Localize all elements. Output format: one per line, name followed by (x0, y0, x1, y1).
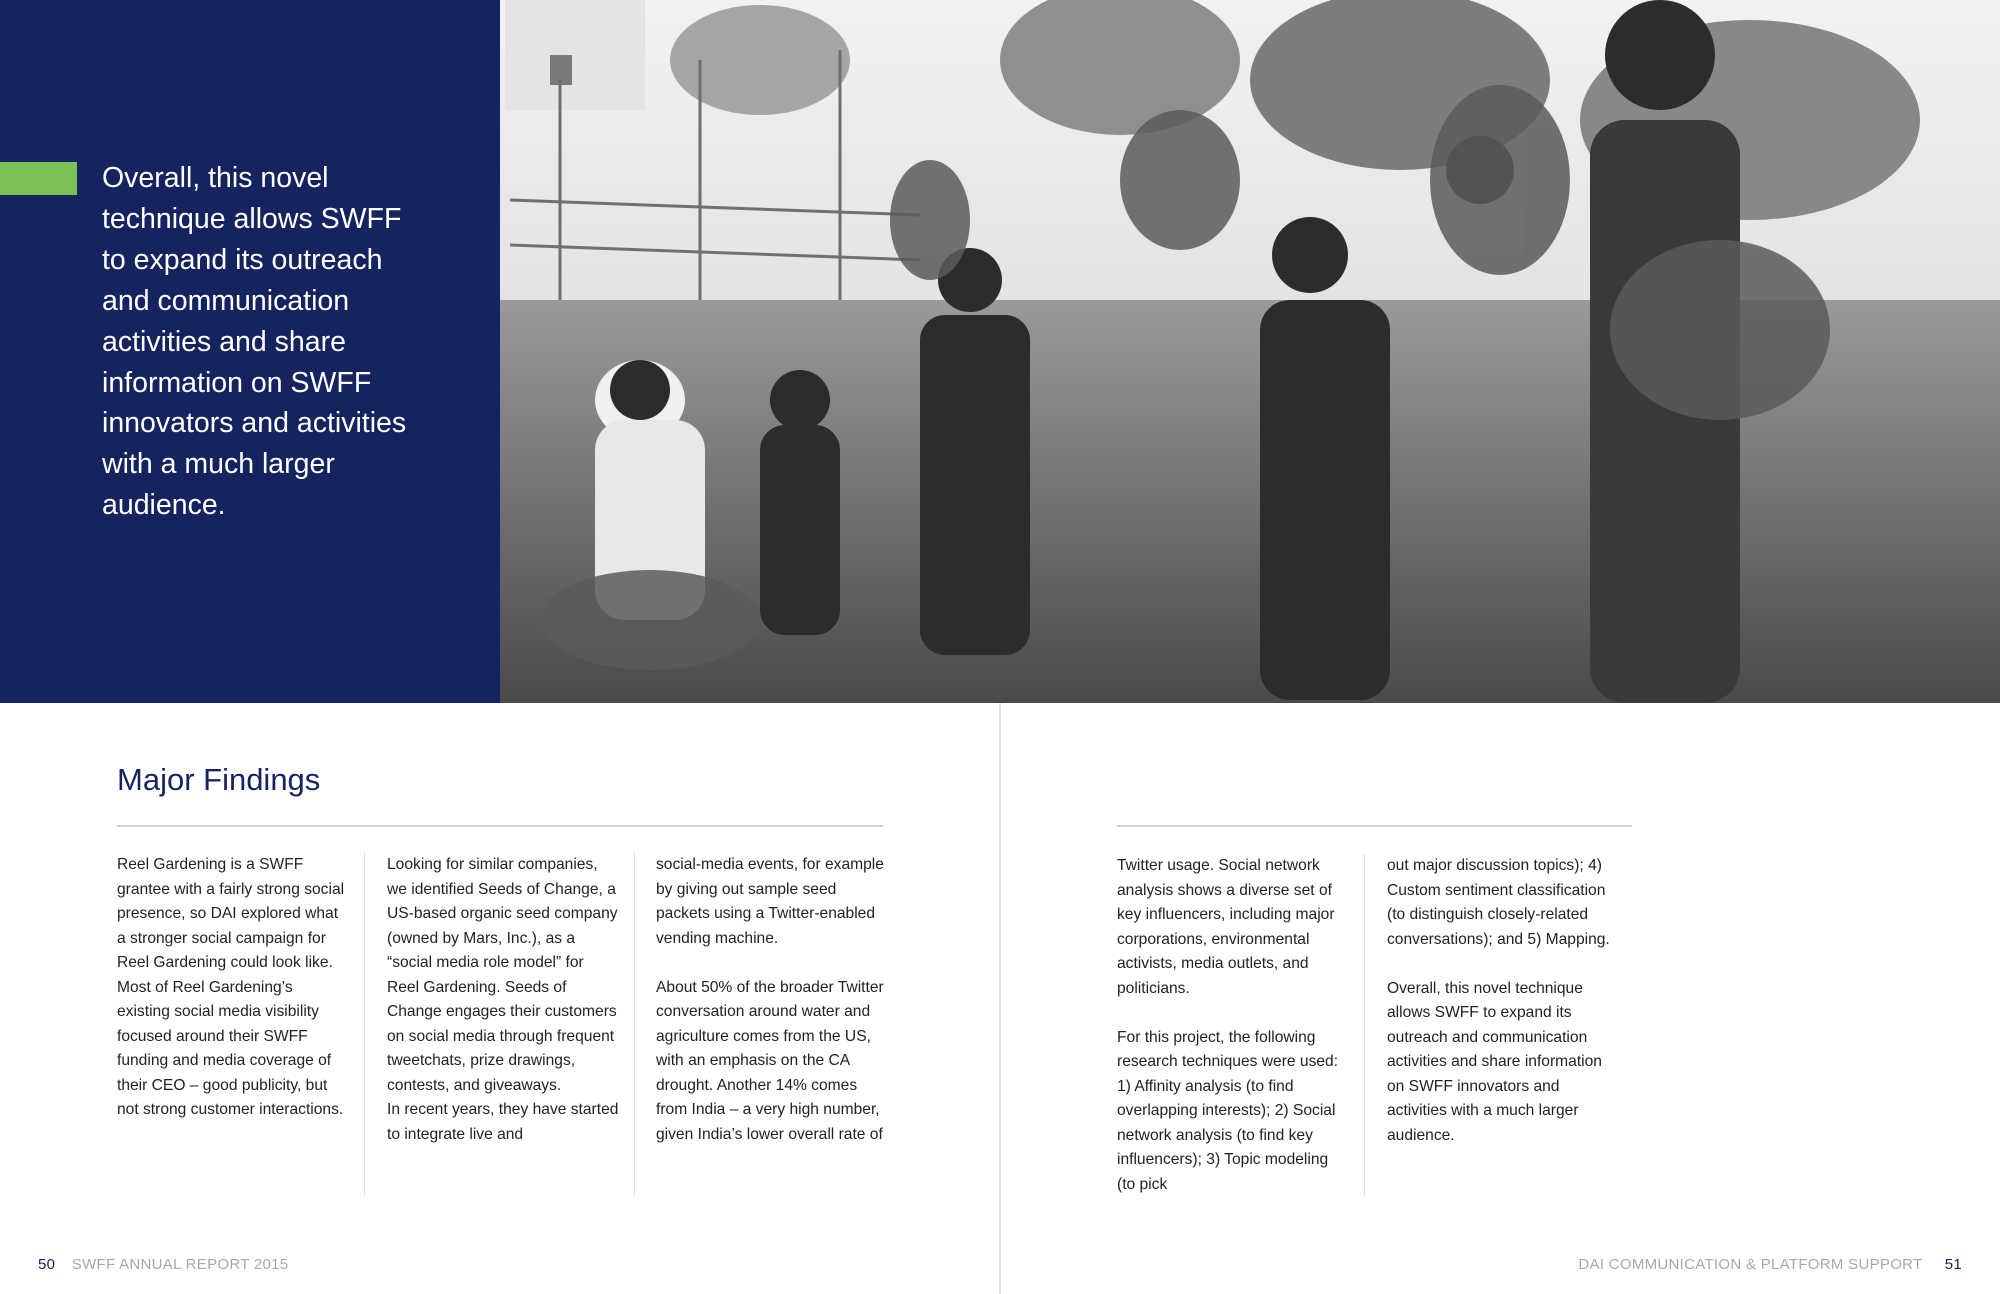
right-running-title: DAI COMMUNICATION & PLATFORM SUPPORT (1578, 1256, 1923, 1273)
text-column-3 (656, 853, 888, 1147)
pull-quote: Overall, this novel technique allows SWFF to expand its outreach and communication activities and share information on SWFF innovators and activities with a much larger audience. (102, 162, 407, 522)
paragraph: Overall, this novel technique allows SWFF to expand its outreach and communication activities and share information on SWFF innovators and activities with a much larger audience. (1387, 979, 1602, 1144)
section-title: Major Findings (117, 762, 321, 797)
column-divider (1364, 854, 1365, 1196)
left-title-rule (117, 825, 883, 827)
text-column-5 (1387, 854, 1619, 1148)
paragraph: For this project, the following research techniques were used: 1) Affinity analysis (to find overlapping interests); 2) Social network analysis (to find key influencers); 3) Topic modeling (to pick (1117, 1028, 1339, 1193)
text-column-4 (1117, 854, 1349, 1197)
garden-photo (500, 0, 2000, 703)
paragraph: Looking for similar companies, we identified Seeds of Change, a US-based organic seed company (owned by Mars, Inc.), as a “social media role model” for Reel Gardening. Seeds of Change engages their customers on social media through frequent tweetchats, prize drawings, contests, and giveaways. (387, 856, 618, 1094)
left-footer (38, 1256, 288, 1273)
paragraph: Reel Gardening is a SWFF grantee with a fairly strong social presence, so DAI explored what a stronger social campaign for Reel Gardening could look like. Most of Reel Gardening’s existing social media visibility focused around their SWFF funding and media coverage of their CEO – good publicity, but not strong customer interactions. (117, 856, 345, 1118)
page-spine (999, 703, 1001, 1294)
paragraph: Twitter usage. Social network analysis shows a diverse set of key influencers, including major corporations, environmental activists, media outlets, and politicians. (1117, 857, 1335, 997)
text-column-2 (387, 853, 619, 1147)
text-column-1 (117, 853, 349, 1123)
left-running-title: SWFF ANNUAL REPORT 2015 (71, 1256, 289, 1273)
green-accent-bar (0, 162, 77, 195)
left-page-number: 50 (38, 1256, 56, 1273)
paragraph: In recent years, they have started to integrate live and (387, 1101, 619, 1143)
column-divider (634, 853, 635, 1195)
right-title-rule (1117, 825, 1632, 827)
right-footer (1578, 1256, 1962, 1273)
column-divider (364, 853, 365, 1195)
paragraph: About 50% of the broader Twitter conversation around water and agriculture comes from the US, with an emphasis on the CA drought. Another 14% comes from India – a very high number, given India’s lower overall rate of (656, 978, 884, 1143)
paragraph: social-media events, for example by giving out sample seed packets using a Twitter-enabled vending machine. (656, 856, 884, 947)
right-page-number: 51 (1944, 1256, 1962, 1273)
paragraph: out major discussion topics); 4) Custom sentiment classification (to distinguish closely-related conversations); and 5) Mapping. (1387, 857, 1610, 948)
